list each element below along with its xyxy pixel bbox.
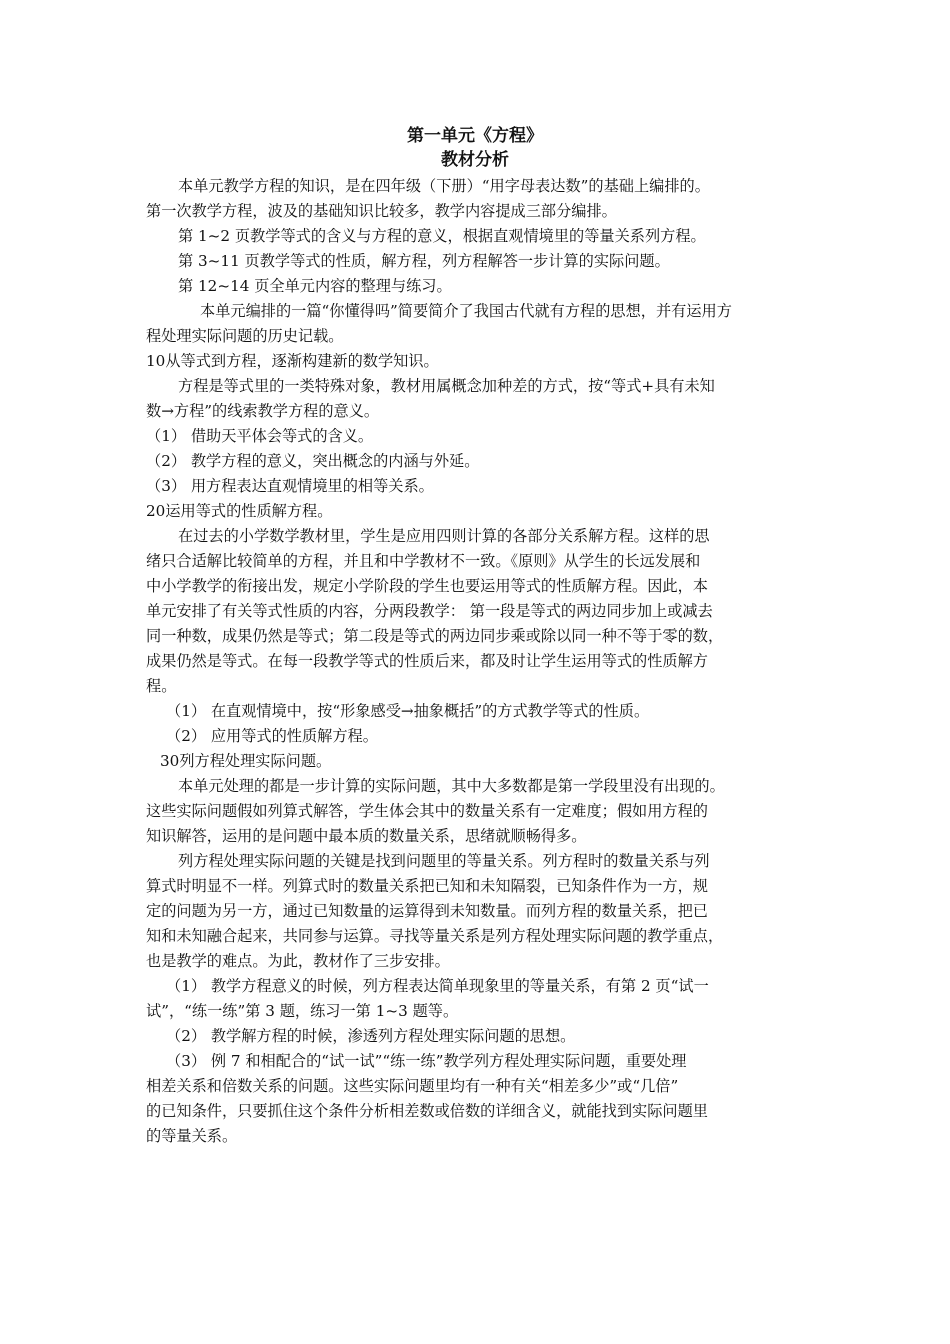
- body-line: 的等量关系。: [146, 1127, 238, 1145]
- body-line: 列方程处理实际问题的关键是找到问题里的等量关系。列方程时的数量关系与列: [178, 852, 710, 870]
- body-line: 绪只合适解比较简单的方程，并且和中学教材不一致。《原则》从学生的长远发展和: [146, 552, 701, 570]
- body-line: 在过去的小学数学教材里，学生是应用四则计算的各部分关系解方程。这样的思: [178, 527, 710, 545]
- body-line: 成果仍然是等式。在每一段教学等式的性质后来，都及时让学生运用等式的性质解方: [146, 652, 708, 670]
- body-line: 本单元处理的都是一步计算的实际问题，其中大多数都是第一学段里没有出现的。: [178, 777, 725, 795]
- body-line: 定的问题为另一方，通过已知数量的运算得到未知数量。而列方程的数量关系，把已: [146, 902, 708, 920]
- body-line: 方程是等式里的一类特殊对象，教材用属概念加种差的方式，按“等式+具有未知: [178, 377, 715, 395]
- document-title: 第一单元《方程》: [407, 126, 543, 146]
- list-item: （3） 例 7 和相配合的“试一试”“练一练”教学列方程处理实际问题，重要处理: [166, 1052, 687, 1070]
- body-line: 知和未知融合起来，共同参与运算。寻找等量关系是列方程处理实际问题的教学重点，: [146, 927, 724, 945]
- body-line: 第 1~2 页教学等式的含义与方程的意义，根据直观情境里的等量关系列方程。: [178, 227, 706, 245]
- list-item: （3） 用方程表达直观情境里的相等关系。: [146, 477, 434, 495]
- body-line: 的已知条件，只要抓住这个条件分析相差数或倍数的详细含义，就能找到实际问题里: [146, 1102, 708, 1120]
- body-line: 程处理实际问题的历史记载。: [146, 327, 344, 345]
- body-line: 程。: [146, 677, 177, 695]
- document-subtitle: 教材分析: [441, 150, 509, 170]
- list-item: （1） 在直观情境中，按“形象感受→抽象概括”的方式教学等式的性质。: [166, 702, 650, 720]
- body-line: 本单元教学方程的知识，是在四年级（下册）“用字母表达数”的基础上编排的。: [178, 177, 710, 195]
- body-line: 第一次教学方程，波及的基础知识比较多，教学内容提成三部分编排。: [146, 202, 617, 220]
- body-line: 数→方程”的线索教学方程的意义。: [146, 402, 380, 420]
- body-line: 这些实际问题假如列算式解答，学生体会其中的数量关系有一定难度；假如用方程的: [146, 802, 708, 820]
- body-line: 单元安排了有关等式性质的内容，分两段教学： 第一段是等式的两边同步加上或减去: [146, 602, 713, 620]
- body-line: 试”，“练一练”第 3 题，练习一第 1~3 题等。: [146, 1002, 459, 1020]
- body-line: 同一种数，成果仍然是等式；第二段是等式的两边同步乘或除以同一种不等于零的数，: [146, 627, 724, 645]
- list-item: （2） 教学方程的意义，突出概念的内涵与外延。: [146, 452, 480, 470]
- body-line: 第 3~11 页教学等式的性质，解方程，列方程解答一步计算的实际问题。: [178, 252, 670, 270]
- list-item: （1） 借助天平体会等式的含义。: [146, 427, 374, 445]
- body-line: 第 12~14 页全单元内容的整理与练习。: [178, 277, 452, 295]
- section-heading: 30列方程处理实际问题。: [160, 752, 332, 770]
- section-heading: 10从等式到方程，逐渐构建新的数学知识。: [146, 352, 439, 370]
- body-line: 知识解答，运用的是问题中最本质的数量关系，思绪就顺畅得多。: [146, 827, 587, 845]
- body-line: 相差关系和倍数关系的问题。这些实际问题里均有一种有关“相差多少”或“几倍”: [146, 1077, 679, 1095]
- list-item: （1） 教学方程意义的时候，列方程表达简单现象里的等量关系，有第 2 页“试一: [166, 977, 709, 995]
- body-line: 中小学教学的衔接出发，规定小学阶段的学生也要运用等式的性质解方程。因此，本: [146, 577, 708, 595]
- body-line: 也是教学的难点。为此，教材作了三步安排。: [146, 952, 450, 970]
- body-line: 本单元编排的一篇“你懂得吗”简要简介了我国古代就有方程的思想，并有运用方: [200, 302, 732, 320]
- body-line: 算式时明显不一样。列算式时的数量关系把已知和未知隔裂，已知条件作为一方，规: [146, 877, 708, 895]
- section-heading: 20运用等式的性质解方程。: [146, 502, 333, 520]
- list-item: （2） 应用等式的性质解方程。: [166, 727, 378, 745]
- list-item: （2） 教学解方程的时候，渗透列方程处理实际问题的思想。: [166, 1027, 576, 1045]
